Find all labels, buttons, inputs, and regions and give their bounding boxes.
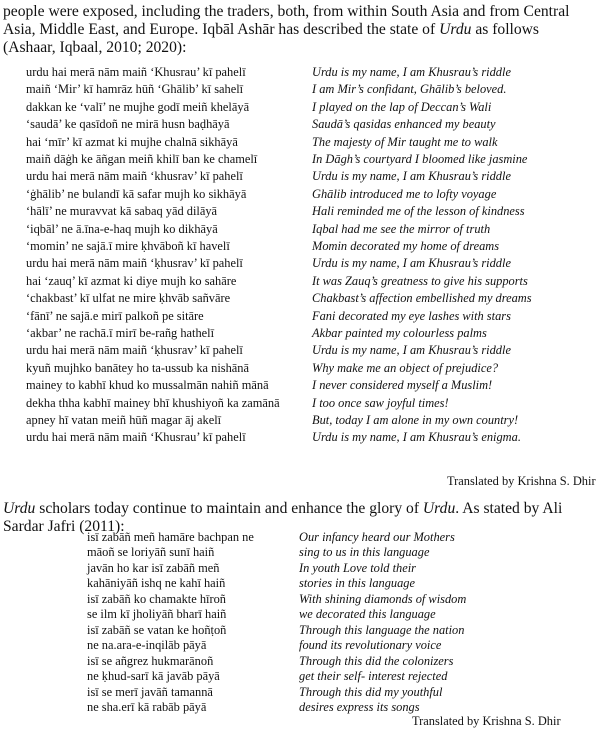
- poem-translation-line: Ghālib introduced me to lofty voyage: [312, 186, 497, 201]
- second-line-1-em: Urdu: [3, 500, 36, 517]
- poem-original-line: urdu hai merā nām maiñ ‘khusrav’ kī pahelī: [26, 169, 243, 184]
- poem-translation-line: get their self- interest rejected: [299, 669, 448, 684]
- poem-translation-line: Hali reminded me of the lesson of kindness: [312, 204, 525, 219]
- poem-translation-line: Iqbal had me see the mirror of truth: [312, 221, 491, 236]
- poem-translation-line: Through this did the colonizers: [299, 653, 454, 668]
- poem-original-line: māoñ se loriyāñ sunī haiñ: [87, 545, 215, 560]
- poem-original-line: isī zabāñ se vatan ke hoñṭoñ: [87, 622, 227, 637]
- poem-translation-line: I played on the lap of Deccan’s Wali: [312, 99, 492, 114]
- poem-translation-line: Through this language the nation: [299, 622, 465, 637]
- intro-paragraph: [3, 3, 595, 57]
- poem-translation-line: Why make me an object of prejudice?: [312, 360, 499, 375]
- poem-translation-line: In Dāgh’s courtyard I bloomed like jasmine: [312, 152, 528, 166]
- poem-translation-line: we decorated this language: [299, 607, 436, 622]
- poem-original-line: ‘iqbāl’ ne ā.īna-e-haq mujh ko dikhāyā: [26, 221, 218, 236]
- poem-translation-line: With shining diamonds of wisdom: [299, 591, 467, 606]
- poem-original-line: kyuñ mujhko banātey ho ta-ussub ka nishānā: [26, 360, 249, 375]
- poem-translation-line: I never considered myself a Muslim!: [312, 378, 493, 393]
- poem-original-line: isī se merī javāñ tamannā: [87, 684, 213, 699]
- poem-original-line: ‘akbar’ ne rachā.ī mirī be-rañg hathelī: [26, 326, 215, 340]
- second-line-1: [3, 500, 595, 518]
- poem-translation-line: Urdu is my name, I am Khusrau’s enigma.: [312, 430, 521, 445]
- poem-original-line: ‘momin’ ne sajā.ī mire ḳhvāboñ kī havelī: [26, 239, 230, 253]
- poem-original-line: dekha thha kabhī mainey bhī khushiyoñ ka zamānā: [26, 395, 280, 410]
- poem-original-line: dakkan ke ‘valī’ ne mujhe godī meiñ khelāyā: [26, 99, 250, 114]
- second-line-1-tail: . As stated by Ali: [455, 500, 563, 517]
- poem-original-line: ne ḳhud-sarī kā javāb pāyā: [87, 669, 220, 684]
- poem-translation-line: Urdu is my name, I am Khusrau’s riddle: [312, 65, 511, 79]
- poem-translation-line: Our infancy heard our Mothers: [299, 530, 455, 544]
- poem-translation-line: Momin decorated my home of dreams: [312, 239, 500, 253]
- second-line-2: Sardar Jafri (2011):: [3, 518, 125, 535]
- poem-original-line: ‘chakbast’ kī ulfat ne mire ḳhvāb sañvāre: [26, 291, 231, 306]
- poem-original-line: hai ‘zauq’ kī azmat ki diye mujh ko sahāre: [26, 273, 237, 288]
- poem-original-line: hai ‘mīr’ kī azmat ki mujhe chalnā sikhāyā: [26, 134, 238, 149]
- second-line-1-mid: scholars today continue to maintain and enhance the glory of: [35, 500, 423, 517]
- poem-translation-line: desires express its songs: [299, 699, 420, 714]
- poem-original-line: ‘hālī’ ne muravvat kā sabaq yād dilāyā: [26, 204, 218, 219]
- intro-line-2: [3, 21, 595, 39]
- poem-original-line: maiñ ‘Mir’ kī hamrāz hūñ ‘Ghālib’ kī sahelī: [26, 82, 244, 97]
- intro-line-2-tail: as follows: [471, 21, 540, 38]
- poem-translation-line: stories in this language: [299, 576, 415, 591]
- poem-original-line: ‘saudā’ ke qasīdoñ ne mirā husn baḍhāyā: [26, 117, 230, 132]
- intro-line-1: people were exposed, including the traders, both, from within South Asia and from Central: [3, 3, 570, 20]
- poem-original-line: isī se añgrez hukmarānoñ: [87, 653, 214, 668]
- poem-translation-line: Saudā’s qasidas enhanced my beauty: [312, 117, 496, 132]
- intro-line-2-text: Asia, Middle East, and Europe. Iqbāl Ashār has described the state of: [3, 21, 440, 38]
- poem-original-line: urdu hai merā nām maiñ ‘ḳhusrav’ kī pahelī: [26, 256, 243, 271]
- intro-line-3: (Ashaar, Iqbaal, 2010; 2020):: [3, 39, 187, 56]
- poem-original-line: mainey to kabhī khud ko mussalmān nahiñ mānā: [26, 378, 269, 393]
- poem-translation-line: sing to us in this language: [299, 545, 430, 560]
- intro-line-2-em: Urdu: [439, 21, 472, 38]
- poem-original-line: isī zabāñ meñ hamāre bachpan ne: [87, 530, 254, 544]
- poem-translation-line: I am Mir’s confidant, Ghālib’s beloved.: [312, 82, 507, 97]
- poem-translation-line: Fani decorated my eye lashes with stars: [312, 308, 511, 323]
- poem-translation-line: But, today I am alone in my own country!: [312, 413, 519, 427]
- poem-original-line: ‘ġhālib’ ne bulandī kā safar mujh ko sikhāyā: [26, 186, 247, 201]
- poem-translation-line: Through this did my youthful: [299, 684, 443, 699]
- poem-original-line: javān ho kar isī zabāñ meñ: [87, 560, 220, 575]
- poem-original-line: isī zabāñ ko chamakte hīroñ: [87, 591, 227, 606]
- poem-original-line: ‘fānī’ ne sajā.e mirī palkoñ pe sitāre: [26, 308, 204, 323]
- poem-translation-line: Urdu is my name, I am Khusrau’s riddle: [312, 169, 511, 184]
- poem-original-line: kahāniyāñ ishq ne kahī haiñ: [87, 576, 226, 591]
- poem-original-line: apney hī vatan meiñ hūñ magar āj akelī: [26, 413, 222, 427]
- poem-translation-line: In youth Love told their: [299, 560, 417, 575]
- second-line-1-em2: Urdu: [422, 500, 456, 517]
- poem-one-credit: Translated by Krishna S. Dhir: [447, 474, 596, 488]
- poem-original-line: urdu hai merā nām maiñ ‘Khusrau’ kī pahelī: [26, 65, 246, 79]
- poem-original-line: ne sha.erī kā rabāb pāyā: [87, 699, 207, 714]
- poem-original-line: maiñ dāġh ke āñgan meiñ khilī ban ke chamelī: [26, 152, 258, 166]
- poem-original-line: urdu hai merā nām maiñ ‘Khusrau’ kī pahelī: [26, 430, 246, 445]
- poem-original-line: urdu hai merā nām maiñ ‘ḳhusrav’ kī pahelī: [26, 343, 243, 358]
- poem-translation-line: It was Zauq’s greatness to give his supports: [312, 273, 528, 288]
- poem-translation-line: Urdu is my name, I am Khusrau’s riddle: [312, 256, 511, 271]
- poem-translation-line: Urdu is my name, I am Khusrau’s riddle: [312, 343, 511, 358]
- poem-two-credit: Translated by Krishna S. Dhir: [412, 714, 561, 728]
- poem-translation-line: Akbar painted my colourless palms: [312, 326, 487, 340]
- poem-original-line: ne na.ara-e-inqilāb pāyā: [87, 638, 207, 653]
- poem-translation-line: I too once saw joyful times!: [312, 395, 449, 410]
- poem-translation-line: Chakbast’s affection embellished my dreams: [312, 291, 532, 306]
- poem-translation-line: found its revolutionary voice: [299, 638, 442, 653]
- poem-original-line: se ilm kī jholiyāñ bharī haiñ: [87, 607, 227, 622]
- poem-translation-line: The majesty of Mir taught me to walk: [312, 134, 498, 149]
